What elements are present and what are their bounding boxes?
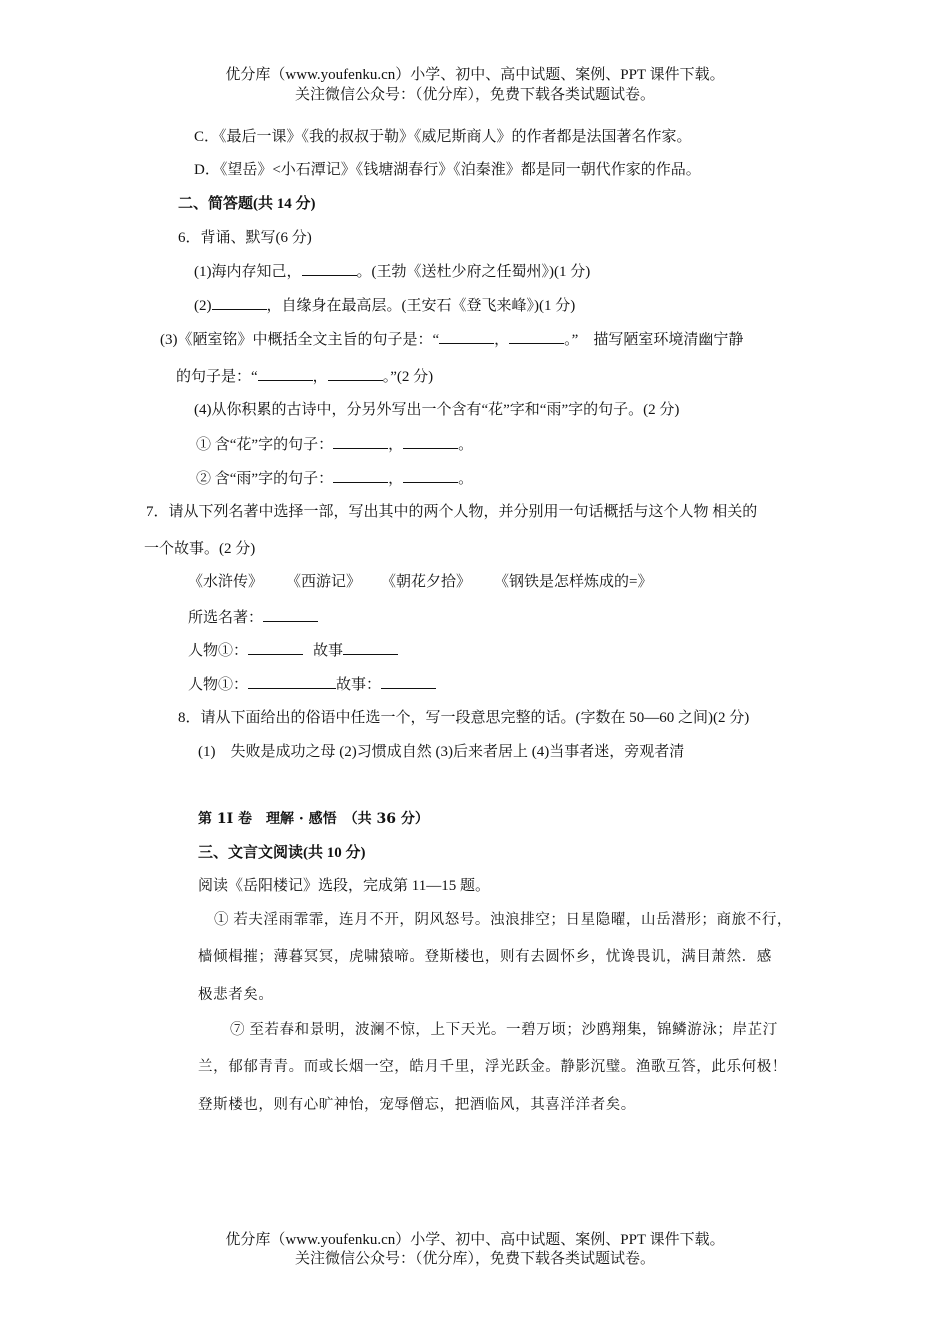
section-2-title: 二、简答题(共 14 分) — [178, 196, 316, 212]
answer-blank[interactable] — [333, 434, 388, 449]
q6-part-2 — [194, 295, 575, 316]
q6-p2-suffix: ，自缘身在最高层。(王安石《登飞来峰》)(1 分) — [266, 298, 576, 314]
q6-part-3-line-2 — [176, 366, 433, 387]
answer-blank[interactable] — [439, 329, 494, 344]
q7-book-4: 《钢铁是怎样炼成的=》 — [494, 574, 653, 590]
q7-chosen-book — [188, 607, 318, 628]
option-c: C．《最后一课》《我的叔叔于勒》《威尼斯商人》的作者都是法国著名作家。 — [194, 129, 692, 145]
section-3-title: 三、文言文阅读(共 10 分) — [198, 845, 366, 861]
answer-blank[interactable] — [258, 366, 313, 381]
q6-p3-suffix: 。”(2 分) — [382, 369, 434, 385]
q6-rain-label: ② 含“雨”字的句子： — [196, 471, 334, 487]
option-d: D．《望岳》<小石潭记》《钱塘湖春行》《泊秦淮》都是同一朝代作家的作品。 — [194, 162, 701, 178]
person-2-label: 人物①： — [188, 677, 249, 693]
person-1-label: 人物①： — [188, 643, 249, 659]
answer-blank[interactable] — [302, 261, 357, 276]
q7-book-2: 《西游记》 — [286, 574, 362, 590]
answer-blank[interactable] — [263, 607, 318, 622]
q6-rain-line — [196, 468, 473, 489]
header-line-1: 优分库（www.youfenku.cn）小学、初中、高中试题、案例、PPT 课件下载。 — [225, 67, 725, 83]
q7-person-1 — [188, 640, 398, 661]
q6-p2-prefix: (2) — [194, 298, 212, 314]
passage-para-2-line-1: ⑦ 至若春和景明，波澜不惊，上下天光。一碧万顷；沙鸥翔集，锦鳞游泳；岸芷汀 — [230, 1022, 778, 1038]
q6-part-3-line-1 — [160, 329, 743, 350]
period: 。 — [458, 437, 474, 453]
q8-title: 8．请从下面给出的俗语中任选一个，写一段意思完整的话。(字数在 50—60 之间)(2 分) — [178, 710, 750, 726]
q8-options: (1) 失败是成功之母 (2)习惯成自然 (3)后来者居上 (4)当事者迷，旁观者清 — [198, 744, 685, 760]
answer-blank[interactable] — [212, 295, 267, 310]
footer-line-1: 优分库（www.youfenku.cn）小学、初中、高中试题、案例、PPT 课件下载。 — [225, 1232, 725, 1248]
q6-p3-prefix: (3)《陋室铭》中概括全文主旨的句子是：“ — [160, 332, 440, 348]
q6-p3-mid: 。” 描写陋室环境清幽宁静 — [564, 332, 744, 348]
chosen-book-label: 所选名著： — [188, 610, 264, 626]
q7-book-3: 《朝花夕拾》 — [381, 574, 472, 590]
passage-para-2-line-2: 兰，郁郁青青。而或长烟一空，皓月千里，浮光跃金。静影沉璧。渔歌互答，此乐何极！ — [198, 1059, 787, 1075]
passage-para-1-line-3: 极悲者矣。 — [198, 987, 274, 1003]
q6-p1-suffix: 。(王勃《送杜少府之任蜀州》)(1 分) — [356, 264, 591, 280]
q6-flower-line — [196, 434, 473, 455]
q7-person-2 — [188, 674, 436, 695]
answer-blank[interactable] — [343, 640, 398, 655]
q6-p3-comma-2: ， — [312, 369, 328, 385]
answer-blank[interactable] — [328, 366, 383, 381]
answer-blank[interactable] — [333, 468, 388, 483]
q6-part-1 — [194, 261, 590, 282]
answer-blank[interactable] — [248, 674, 336, 689]
answer-blank[interactable] — [381, 674, 436, 689]
passage-para-1-line-2: 樯倾楫摧；薄暮冥冥，虎啸猿啼。登斯楼也，则有去圆怀乡，忧谗畏讥，满目萧然．感 — [198, 949, 772, 965]
story-1-label: 故事 — [313, 643, 344, 659]
section-3-intro: 阅读《岳阳楼记》选段，完成第 11—15 题。 — [198, 878, 490, 894]
answer-blank[interactable] — [509, 329, 564, 344]
footer-line-2: 关注微信公众号：（优分库），免费下载各类试题试卷。 — [294, 1251, 655, 1267]
q6-p3-comma: ， — [494, 332, 510, 348]
q6-flower-label: ① 含“花”字的句子： — [196, 437, 334, 453]
q6-title: 6．背诵、默写(6 分) — [178, 230, 312, 246]
passage-para-1-line-1: ① 若夫淫雨霏霏，连月不开，阴风怒号。浊浪排空；日星隐曜，山岳潜形；商旅不行， — [214, 912, 793, 928]
comma: ， — [388, 437, 404, 453]
passage-para-2-line-3: 登斯楼也，则有心旷神怡，宠辱僧忘，把酒临风，其喜洋洋者矣。 — [198, 1097, 636, 1113]
header-line-2: 关注微信公众号：（优分库），免费下载各类试题试卷。 — [294, 87, 655, 103]
q7-line-2: 一个故事。(2 分) — [144, 541, 256, 557]
comma: ， — [388, 471, 404, 487]
part-2-title: 第 1I 卷 理解 · 感悟 （共 36 分） — [198, 811, 429, 827]
answer-blank[interactable] — [248, 640, 303, 655]
q7-book-1: 《水浒传》 — [188, 574, 264, 590]
period: 。 — [458, 471, 474, 487]
story-2-label: 故事： — [336, 677, 382, 693]
q6-p3-second-prefix: 的句子是：“ — [176, 369, 258, 385]
answer-blank[interactable] — [403, 468, 458, 483]
q7-line-1: 7．请从下列名著中选择一部，写出其中的两个人物，并分别用一句话概括与这个人物 相关的 — [146, 504, 758, 520]
answer-blank[interactable] — [403, 434, 458, 449]
q6-part-4: (4)从你积累的古诗中，分另外写出一个含有“花”字和“雨”字的句子。(2 分) — [194, 402, 680, 418]
q6-p1-prefix: (1)海内存知己， — [194, 264, 302, 280]
